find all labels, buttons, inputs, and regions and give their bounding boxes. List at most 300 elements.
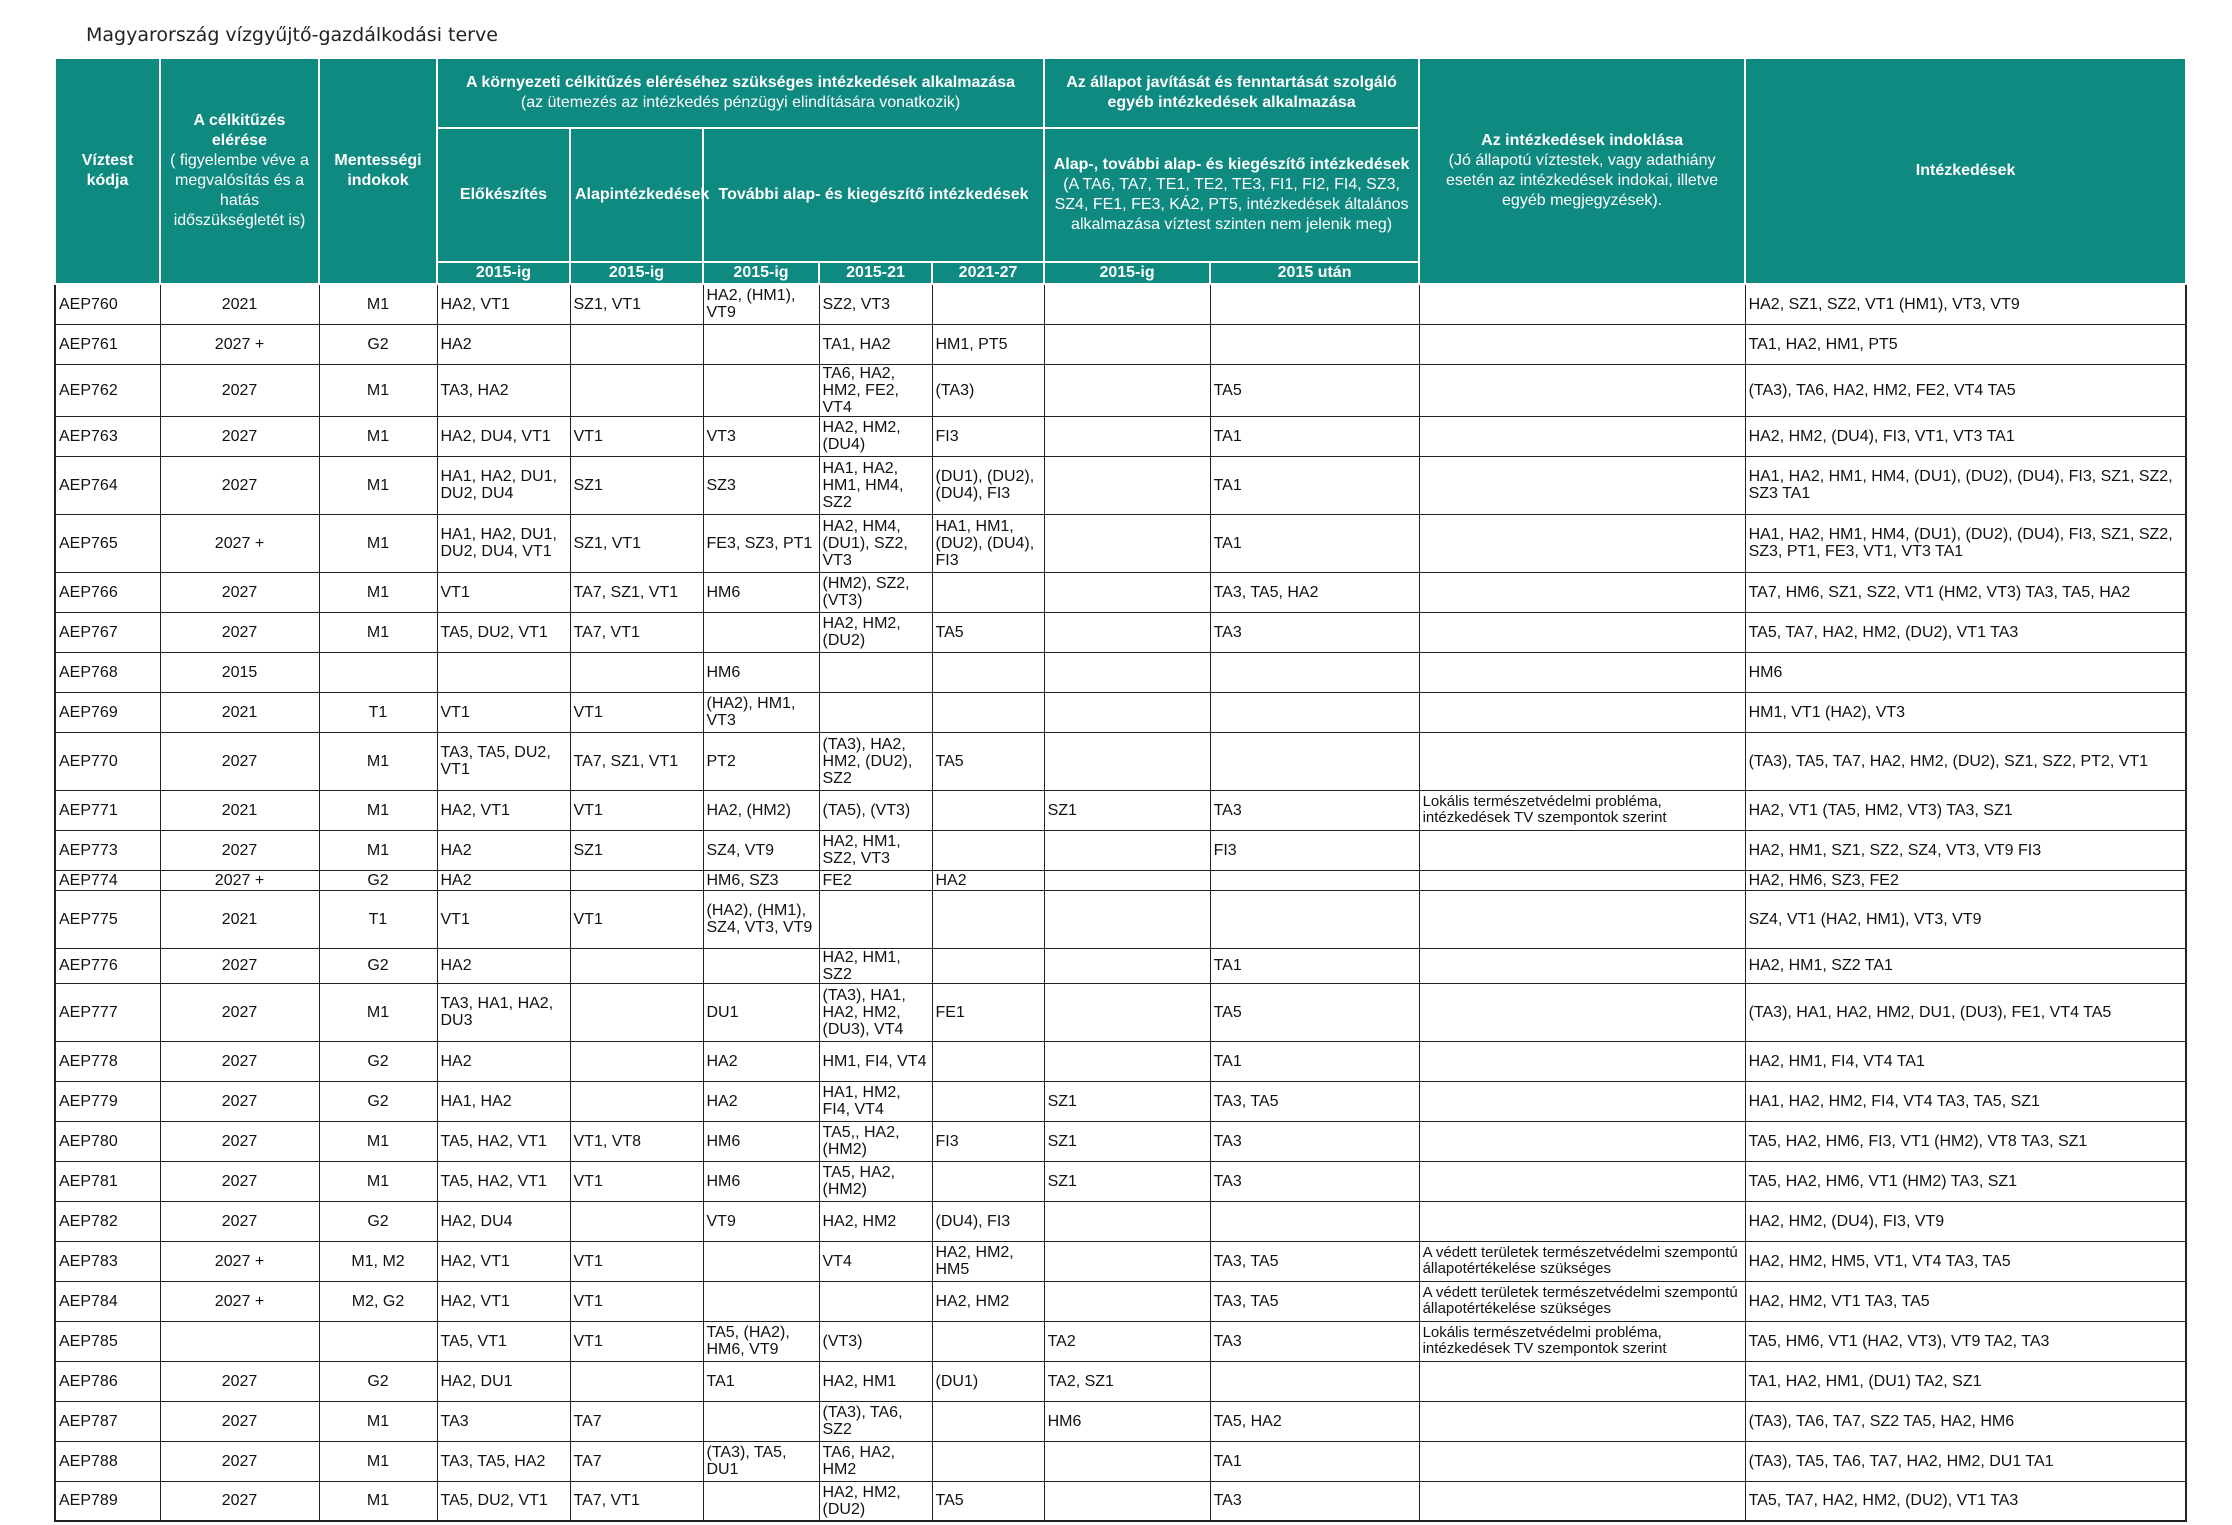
cell-code: AEP782 [55, 1201, 160, 1241]
cell-f27 [932, 1161, 1044, 1201]
measures-table [54, 57, 2187, 1522]
cell-basic [570, 364, 703, 416]
cell-prep: TA5, DU2, VT1 [437, 1481, 570, 1521]
cell-prep: VT1 [437, 572, 570, 612]
cell-ex: M2, G2 [319, 1281, 437, 1321]
cell-f27 [932, 572, 1044, 612]
cell-o15: SZ1 [1044, 790, 1210, 830]
cell-code: AEP785 [55, 1321, 160, 1361]
cell-f27: TA5 [932, 612, 1044, 652]
cell-o15: TA2, SZ1 [1044, 1361, 1210, 1401]
cell-reason [1419, 732, 1745, 790]
cell-reason [1419, 1161, 1745, 1201]
header-basic: Alapintézkedések [570, 128, 703, 262]
cell-prep: HA2 [437, 324, 570, 364]
cell-f27 [932, 1321, 1044, 1361]
cell-code: AEP764 [55, 456, 160, 514]
cell-f27: HA2, HM2 [932, 1281, 1044, 1321]
cell-o15 [1044, 572, 1210, 612]
cell-o_after [1210, 870, 1419, 890]
table-row [55, 652, 2186, 692]
header-year: 2021-27 [932, 262, 1044, 284]
cell-prep: VT1 [437, 890, 570, 948]
cell-f15: HA2, (HM1), VT9 [703, 284, 819, 324]
cell-basic [570, 1201, 703, 1241]
cell-reason [1419, 652, 1745, 692]
cell-ex: M1 [319, 1161, 437, 1201]
cell-f21: VT4 [819, 1241, 932, 1281]
cell-prep: HA2, DU4, VT1 [437, 416, 570, 456]
cell-basic: VT1 [570, 416, 703, 456]
cell-f27 [932, 1441, 1044, 1481]
cell-reason [1419, 514, 1745, 572]
cell-goal: 2021 [160, 890, 319, 948]
cell-o15 [1044, 416, 1210, 456]
cell-o_after: TA1 [1210, 514, 1419, 572]
cell-prep: HA2, VT1 [437, 790, 570, 830]
cell-measures: TA7, HM6, SZ1, SZ2, VT1 (HM2, VT3) TA3, TA5, HA2 [1745, 572, 2186, 612]
cell-code: AEP760 [55, 284, 160, 324]
cell-prep: HA2, VT1 [437, 1241, 570, 1281]
cell-f21: (TA3), HA1, HA2, HM2, (DU3), VT4 [819, 983, 932, 1041]
cell-ex: M1 [319, 1121, 437, 1161]
cell-ex: M1 [319, 514, 437, 572]
cell-f21: HA2, HM2, (DU2) [819, 612, 932, 652]
cell-f27: HM1, PT5 [932, 324, 1044, 364]
cell-f27: TA5 [932, 732, 1044, 790]
cell-prep: HA1, HA2, DU1, DU2, DU4 [437, 456, 570, 514]
cell-goal: 2021 [160, 692, 319, 732]
cell-code: AEP770 [55, 732, 160, 790]
cell-prep: TA3, HA1, HA2, DU3 [437, 983, 570, 1041]
cell-f21 [819, 692, 932, 732]
cell-f15 [703, 1241, 819, 1281]
cell-code: AEP765 [55, 514, 160, 572]
cell-measures: HA2, HM6, SZ3, FE2 [1745, 870, 2186, 890]
cell-reason [1419, 324, 1745, 364]
cell-code: AEP783 [55, 1241, 160, 1281]
cell-f21: (HM2), SZ2, (VT3) [819, 572, 932, 612]
header-year: 2015-ig [570, 262, 703, 284]
cell-o_after: TA3 [1210, 790, 1419, 830]
table-row [55, 732, 2186, 790]
table-row [55, 890, 2186, 948]
cell-prep: TA5, HA2, VT1 [437, 1121, 570, 1161]
cell-basic [570, 1081, 703, 1121]
cell-o15 [1044, 1201, 1210, 1241]
cell-basic: TA7 [570, 1401, 703, 1441]
cell-reason [1419, 284, 1745, 324]
cell-f21: HA2, HM2, (DU2) [819, 1481, 932, 1521]
cell-goal: 2027 [160, 1081, 319, 1121]
table-row [55, 870, 2186, 890]
cell-f15: SZ4, VT9 [703, 830, 819, 870]
cell-code: AEP763 [55, 416, 160, 456]
cell-goal: 2027 [160, 612, 319, 652]
cell-prep [437, 652, 570, 692]
cell-basic [570, 1361, 703, 1401]
cell-f15 [703, 948, 819, 983]
cell-o15 [1044, 732, 1210, 790]
cell-f21: SZ2, VT3 [819, 284, 932, 324]
cell-o_after: TA1 [1210, 1441, 1419, 1481]
cell-code: AEP779 [55, 1081, 160, 1121]
cell-measures: TA1, HA2, HM1, PT5 [1745, 324, 2186, 364]
cell-f27: FI3 [932, 416, 1044, 456]
cell-o15 [1044, 284, 1210, 324]
cell-basic: TA7, VT1 [570, 1481, 703, 1521]
cell-prep: TA5, HA2, VT1 [437, 1161, 570, 1201]
cell-basic: VT1 [570, 790, 703, 830]
cell-f21: (VT3) [819, 1321, 932, 1361]
cell-prep: HA2 [437, 1041, 570, 1081]
cell-o_after: TA1 [1210, 948, 1419, 983]
table-row [55, 1401, 2186, 1441]
cell-goal: 2027 [160, 1201, 319, 1241]
cell-f27: (DU1), (DU2), (DU4), FI3 [932, 456, 1044, 514]
cell-o15 [1044, 948, 1210, 983]
cell-measures: HA2, HM2, HM5, VT1, VT4 TA3, TA5 [1745, 1241, 2186, 1281]
cell-code: AEP767 [55, 612, 160, 652]
cell-f15: (HA2), (HM1), SZ4, VT3, VT9 [703, 890, 819, 948]
cell-f15: VT9 [703, 1201, 819, 1241]
cell-o15 [1044, 830, 1210, 870]
cell-o_after: TA3, TA5 [1210, 1241, 1419, 1281]
cell-f21: HA2, HM1, SZ2 [819, 948, 932, 983]
cell-code: AEP781 [55, 1161, 160, 1201]
cell-ex: M1 [319, 1401, 437, 1441]
cell-measures: HA1, HA2, HM1, HM4, (DU1), (DU2), (DU4), FI3, SZ1, SZ2, SZ3 TA1 [1745, 456, 2186, 514]
cell-basic [570, 948, 703, 983]
cell-o15: SZ1 [1044, 1121, 1210, 1161]
cell-basic: TA7, SZ1, VT1 [570, 732, 703, 790]
cell-f21: (TA3), HA2, HM2, (DU2), SZ2 [819, 732, 932, 790]
cell-reason [1419, 830, 1745, 870]
cell-f27 [932, 890, 1044, 948]
cell-code: AEP761 [55, 324, 160, 364]
cell-f27: HA2 [932, 870, 1044, 890]
cell-basic: VT1, VT8 [570, 1121, 703, 1161]
cell-ex: G2 [319, 1361, 437, 1401]
cell-code: AEP786 [55, 1361, 160, 1401]
header-code: Víztest kódja [55, 58, 160, 284]
cell-reason [1419, 1081, 1745, 1121]
cell-ex: M1, M2 [319, 1241, 437, 1281]
cell-f21: TA1, HA2 [819, 324, 932, 364]
table-row [55, 364, 2186, 416]
cell-f27 [932, 790, 1044, 830]
cell-ex: M1 [319, 1481, 437, 1521]
table-row [55, 948, 2186, 983]
cell-prep: TA3 [437, 1401, 570, 1441]
cell-reason [1419, 1401, 1745, 1441]
cell-f15 [703, 1481, 819, 1521]
cell-f21 [819, 890, 932, 948]
cell-goal: 2027 [160, 1481, 319, 1521]
cell-ex: T1 [319, 692, 437, 732]
cell-f21: TA5, HA2, (HM2) [819, 1161, 932, 1201]
cell-o_after [1210, 652, 1419, 692]
cell-code: AEP762 [55, 364, 160, 416]
table-body [55, 284, 2186, 1521]
cell-basic: SZ1 [570, 830, 703, 870]
cell-o_after: TA3, TA5, HA2 [1210, 572, 1419, 612]
cell-goal: 2027 + [160, 1241, 319, 1281]
cell-prep: TA3, TA5, DU2, VT1 [437, 732, 570, 790]
cell-f15 [703, 324, 819, 364]
cell-reason [1419, 948, 1745, 983]
cell-o_after: TA1 [1210, 1041, 1419, 1081]
cell-f15: HA2 [703, 1041, 819, 1081]
cell-o15 [1044, 1441, 1210, 1481]
cell-ex: M1 [319, 790, 437, 830]
cell-o15: SZ1 [1044, 1081, 1210, 1121]
cell-f15: HM6 [703, 1161, 819, 1201]
header-prep: Előkészítés [437, 128, 570, 262]
cell-reason: A védett területek természetvédelmi szempontú állapotértékelése szükséges [1419, 1241, 1745, 1281]
cell-f21: HA2, HM2, (DU4) [819, 416, 932, 456]
cell-f27: (DU4), FI3 [932, 1201, 1044, 1241]
cell-ex: M1 [319, 830, 437, 870]
cell-goal: 2027 [160, 572, 319, 612]
cell-f27: HA1, HM1, (DU2), (DU4), FI3 [932, 514, 1044, 572]
cell-goal: 2015 [160, 652, 319, 692]
cell-o_after: TA5 [1210, 983, 1419, 1041]
cell-measures: HA2, HM2, (DU4), FI3, VT1, VT3 TA1 [1745, 416, 2186, 456]
cell-f27 [932, 948, 1044, 983]
header-year: 2015-ig [437, 262, 570, 284]
header-year: 2015-ig [1044, 262, 1210, 284]
cell-o_after: TA3 [1210, 1121, 1419, 1161]
cell-f15: DU1 [703, 983, 819, 1041]
table-row [55, 456, 2186, 514]
cell-reason [1419, 456, 1745, 514]
cell-measures: SZ4, VT1 (HA2, HM1), VT3, VT9 [1745, 890, 2186, 948]
cell-goal: 2027 [160, 983, 319, 1041]
cell-o_after [1210, 324, 1419, 364]
cell-ex: M1 [319, 416, 437, 456]
cell-ex: M1 [319, 732, 437, 790]
cell-goal [160, 1321, 319, 1361]
cell-measures: HA1, HA2, HM2, FI4, VT4 TA3, TA5, SZ1 [1745, 1081, 2186, 1121]
cell-ex: M1 [319, 456, 437, 514]
cell-f15 [703, 364, 819, 416]
cell-o15: TA2 [1044, 1321, 1210, 1361]
cell-f21: TA6, HA2, HM2 [819, 1441, 932, 1481]
cell-reason [1419, 1481, 1745, 1521]
cell-code: AEP778 [55, 1041, 160, 1081]
cell-f21: TA5,, HA2, (HM2) [819, 1121, 932, 1161]
cell-basic: SZ1, VT1 [570, 514, 703, 572]
cell-goal: 2021 [160, 284, 319, 324]
cell-measures: TA5, TA7, HA2, HM2, (DU2), VT1 TA3 [1745, 612, 2186, 652]
cell-f15 [703, 1281, 819, 1321]
cell-o15 [1044, 890, 1210, 948]
cell-measures: (TA3), TA5, TA7, HA2, HM2, (DU2), SZ1, SZ2, PT2, VT1 [1745, 732, 2186, 790]
cell-ex: G2 [319, 948, 437, 983]
cell-o_after: TA3, TA5 [1210, 1281, 1419, 1321]
cell-code: AEP773 [55, 830, 160, 870]
cell-code: AEP776 [55, 948, 160, 983]
cell-measures: HA2, HM2, VT1 TA3, TA5 [1745, 1281, 2186, 1321]
cell-o_after [1210, 692, 1419, 732]
cell-reason [1419, 692, 1745, 732]
cell-o_after [1210, 1201, 1419, 1241]
cell-ex: M1 [319, 572, 437, 612]
cell-basic: VT1 [570, 890, 703, 948]
cell-o_after: TA3 [1210, 612, 1419, 652]
cell-f21: HA2, HM2 [819, 1201, 932, 1241]
cell-goal: 2027 [160, 1121, 319, 1161]
cell-prep: HA2 [437, 870, 570, 890]
cell-o_after: TA5, HA2 [1210, 1401, 1419, 1441]
cell-f15: (TA3), TA5, DU1 [703, 1441, 819, 1481]
cell-ex: M1 [319, 1441, 437, 1481]
cell-ex: G2 [319, 324, 437, 364]
cell-f27 [932, 1041, 1044, 1081]
cell-code: AEP774 [55, 870, 160, 890]
cell-f27: FI3 [932, 1121, 1044, 1161]
cell-measures: HA2, HM1, SZ1, SZ2, SZ4, VT3, VT9 FI3 [1745, 830, 2186, 870]
cell-f27: (DU1) [932, 1361, 1044, 1401]
cell-reason [1419, 572, 1745, 612]
cell-basic: SZ1, VT1 [570, 284, 703, 324]
cell-prep: HA2, VT1 [437, 1281, 570, 1321]
cell-prep: TA3, TA5, HA2 [437, 1441, 570, 1481]
cell-f21 [819, 1281, 932, 1321]
cell-goal: 2027 + [160, 324, 319, 364]
cell-o15 [1044, 1241, 1210, 1281]
cell-o_after: TA3 [1210, 1481, 1419, 1521]
cell-f21: HA2, HM4, (DU1), SZ2, VT3 [819, 514, 932, 572]
cell-goal: 2027 + [160, 514, 319, 572]
cell-o15 [1044, 870, 1210, 890]
cell-f21: HA1, HM2, FI4, VT4 [819, 1081, 932, 1121]
cell-f27 [932, 1081, 1044, 1121]
table-header [55, 58, 2186, 284]
cell-o_after [1210, 284, 1419, 324]
cell-reason [1419, 1121, 1745, 1161]
cell-reason: Lokális természetvédelmi probléma, intézkedések TV szempontok szerint [1419, 1321, 1745, 1361]
cell-f15: TA1 [703, 1361, 819, 1401]
cell-basic: VT1 [570, 1241, 703, 1281]
cell-o15 [1044, 612, 1210, 652]
cell-o15 [1044, 324, 1210, 364]
cell-reason [1419, 890, 1745, 948]
cell-reason [1419, 983, 1745, 1041]
cell-o15 [1044, 1481, 1210, 1521]
cell-o15 [1044, 1041, 1210, 1081]
header-year: 2015 után [1210, 262, 1419, 284]
cell-goal: 2027 [160, 416, 319, 456]
cell-code: AEP771 [55, 790, 160, 830]
cell-f15: HM6, SZ3 [703, 870, 819, 890]
cell-f27: FE1 [932, 983, 1044, 1041]
cell-o_after [1210, 1361, 1419, 1401]
cell-o15 [1044, 692, 1210, 732]
cell-o_after: FI3 [1210, 830, 1419, 870]
cell-o15: SZ1 [1044, 1161, 1210, 1201]
cell-goal: 2027 [160, 1161, 319, 1201]
cell-ex: M1 [319, 612, 437, 652]
cell-ex: G2 [319, 1081, 437, 1121]
cell-measures: (TA3), TA6, HA2, HM2, FE2, VT4 TA5 [1745, 364, 2186, 416]
cell-reason [1419, 1041, 1745, 1081]
cell-basic [570, 983, 703, 1041]
cell-f21: TA6, HA2, HM2, FE2, VT4 [819, 364, 932, 416]
cell-ex: G2 [319, 1041, 437, 1081]
table-row [55, 830, 2186, 870]
cell-o_after: TA1 [1210, 416, 1419, 456]
table-row [55, 612, 2186, 652]
header-year: 2015-ig [703, 262, 819, 284]
cell-o15 [1044, 983, 1210, 1041]
header-reason: Az intézkedések indoklása (Jó állapotú víztestek, vagy adathiány esetén az intézkedések indokai, illetve egyéb megjegyzések). [1419, 58, 1745, 284]
cell-goal: 2027 [160, 1041, 319, 1081]
cell-goal: 2027 [160, 1401, 319, 1441]
cell-f15: FE3, SZ3, PT1 [703, 514, 819, 572]
cell-basic: TA7 [570, 1441, 703, 1481]
cell-f15: HM6 [703, 1121, 819, 1161]
cell-ex: T1 [319, 890, 437, 948]
cell-f21: HA2, HM1 [819, 1361, 932, 1401]
cell-f27 [932, 1401, 1044, 1441]
cell-reason [1419, 364, 1745, 416]
cell-goal: 2027 [160, 1441, 319, 1481]
cell-code: AEP768 [55, 652, 160, 692]
cell-ex: G2 [319, 1201, 437, 1241]
header-env-measures: A környezeti célkitűzés eléréséhez szükséges intézkedések alkalmazása (az ütemezés az intézkedés pénzügyi elindítására vonatkozik) [437, 58, 1044, 128]
cell-basic: TA7, SZ1, VT1 [570, 572, 703, 612]
cell-f15 [703, 1401, 819, 1441]
cell-reason: A védett területek természetvédelmi szempontú állapotértékelése szükséges [1419, 1281, 1745, 1321]
cell-ex [319, 1321, 437, 1361]
cell-prep: HA2 [437, 948, 570, 983]
cell-f27: (TA3) [932, 364, 1044, 416]
cell-code: AEP777 [55, 983, 160, 1041]
header-other-measures: Az állapot javítását és fenntartását szolgáló egyéb intézkedések alkalmazása [1044, 58, 1419, 128]
cell-basic [570, 870, 703, 890]
cell-f15: HA2 [703, 1081, 819, 1121]
table-row [55, 1321, 2186, 1361]
cell-basic: VT1 [570, 1281, 703, 1321]
table-row [55, 324, 2186, 364]
cell-measures: HA2, SZ1, SZ2, VT1 (HM1), VT3, VT9 [1745, 284, 2186, 324]
cell-measures: HA2, VT1 (TA5, HM2, VT3) TA3, SZ1 [1745, 790, 2186, 830]
cell-goal: 2027 [160, 456, 319, 514]
cell-measures: HA2, HM2, (DU4), FI3, VT9 [1745, 1201, 2186, 1241]
cell-o_after: TA3 [1210, 1161, 1419, 1201]
cell-ex: M1 [319, 364, 437, 416]
cell-f15: HM6 [703, 652, 819, 692]
table-row [55, 1441, 2186, 1481]
cell-measures: (TA3), TA6, TA7, SZ2 TA5, HA2, HM6 [1745, 1401, 2186, 1441]
cell-f21: HA2, HM1, SZ2, VT3 [819, 830, 932, 870]
cell-basic [570, 652, 703, 692]
table-row [55, 1041, 2186, 1081]
cell-measures: TA5, HA2, HM6, VT1 (HM2) TA3, SZ1 [1745, 1161, 2186, 1201]
cell-f15: VT3 [703, 416, 819, 456]
cell-reason: Lokális természetvédelmi probléma, intézkedések TV szempontok szerint [1419, 790, 1745, 830]
cell-f21: FE2 [819, 870, 932, 890]
cell-basic: VT1 [570, 1161, 703, 1201]
cell-reason [1419, 870, 1745, 890]
document-title: Magyarország vízgyűjtő-gazdálkodási terve [86, 24, 498, 46]
cell-o_after [1210, 890, 1419, 948]
cell-reason [1419, 1441, 1745, 1481]
cell-f21: HM1, FI4, VT4 [819, 1041, 932, 1081]
cell-reason [1419, 1201, 1745, 1241]
